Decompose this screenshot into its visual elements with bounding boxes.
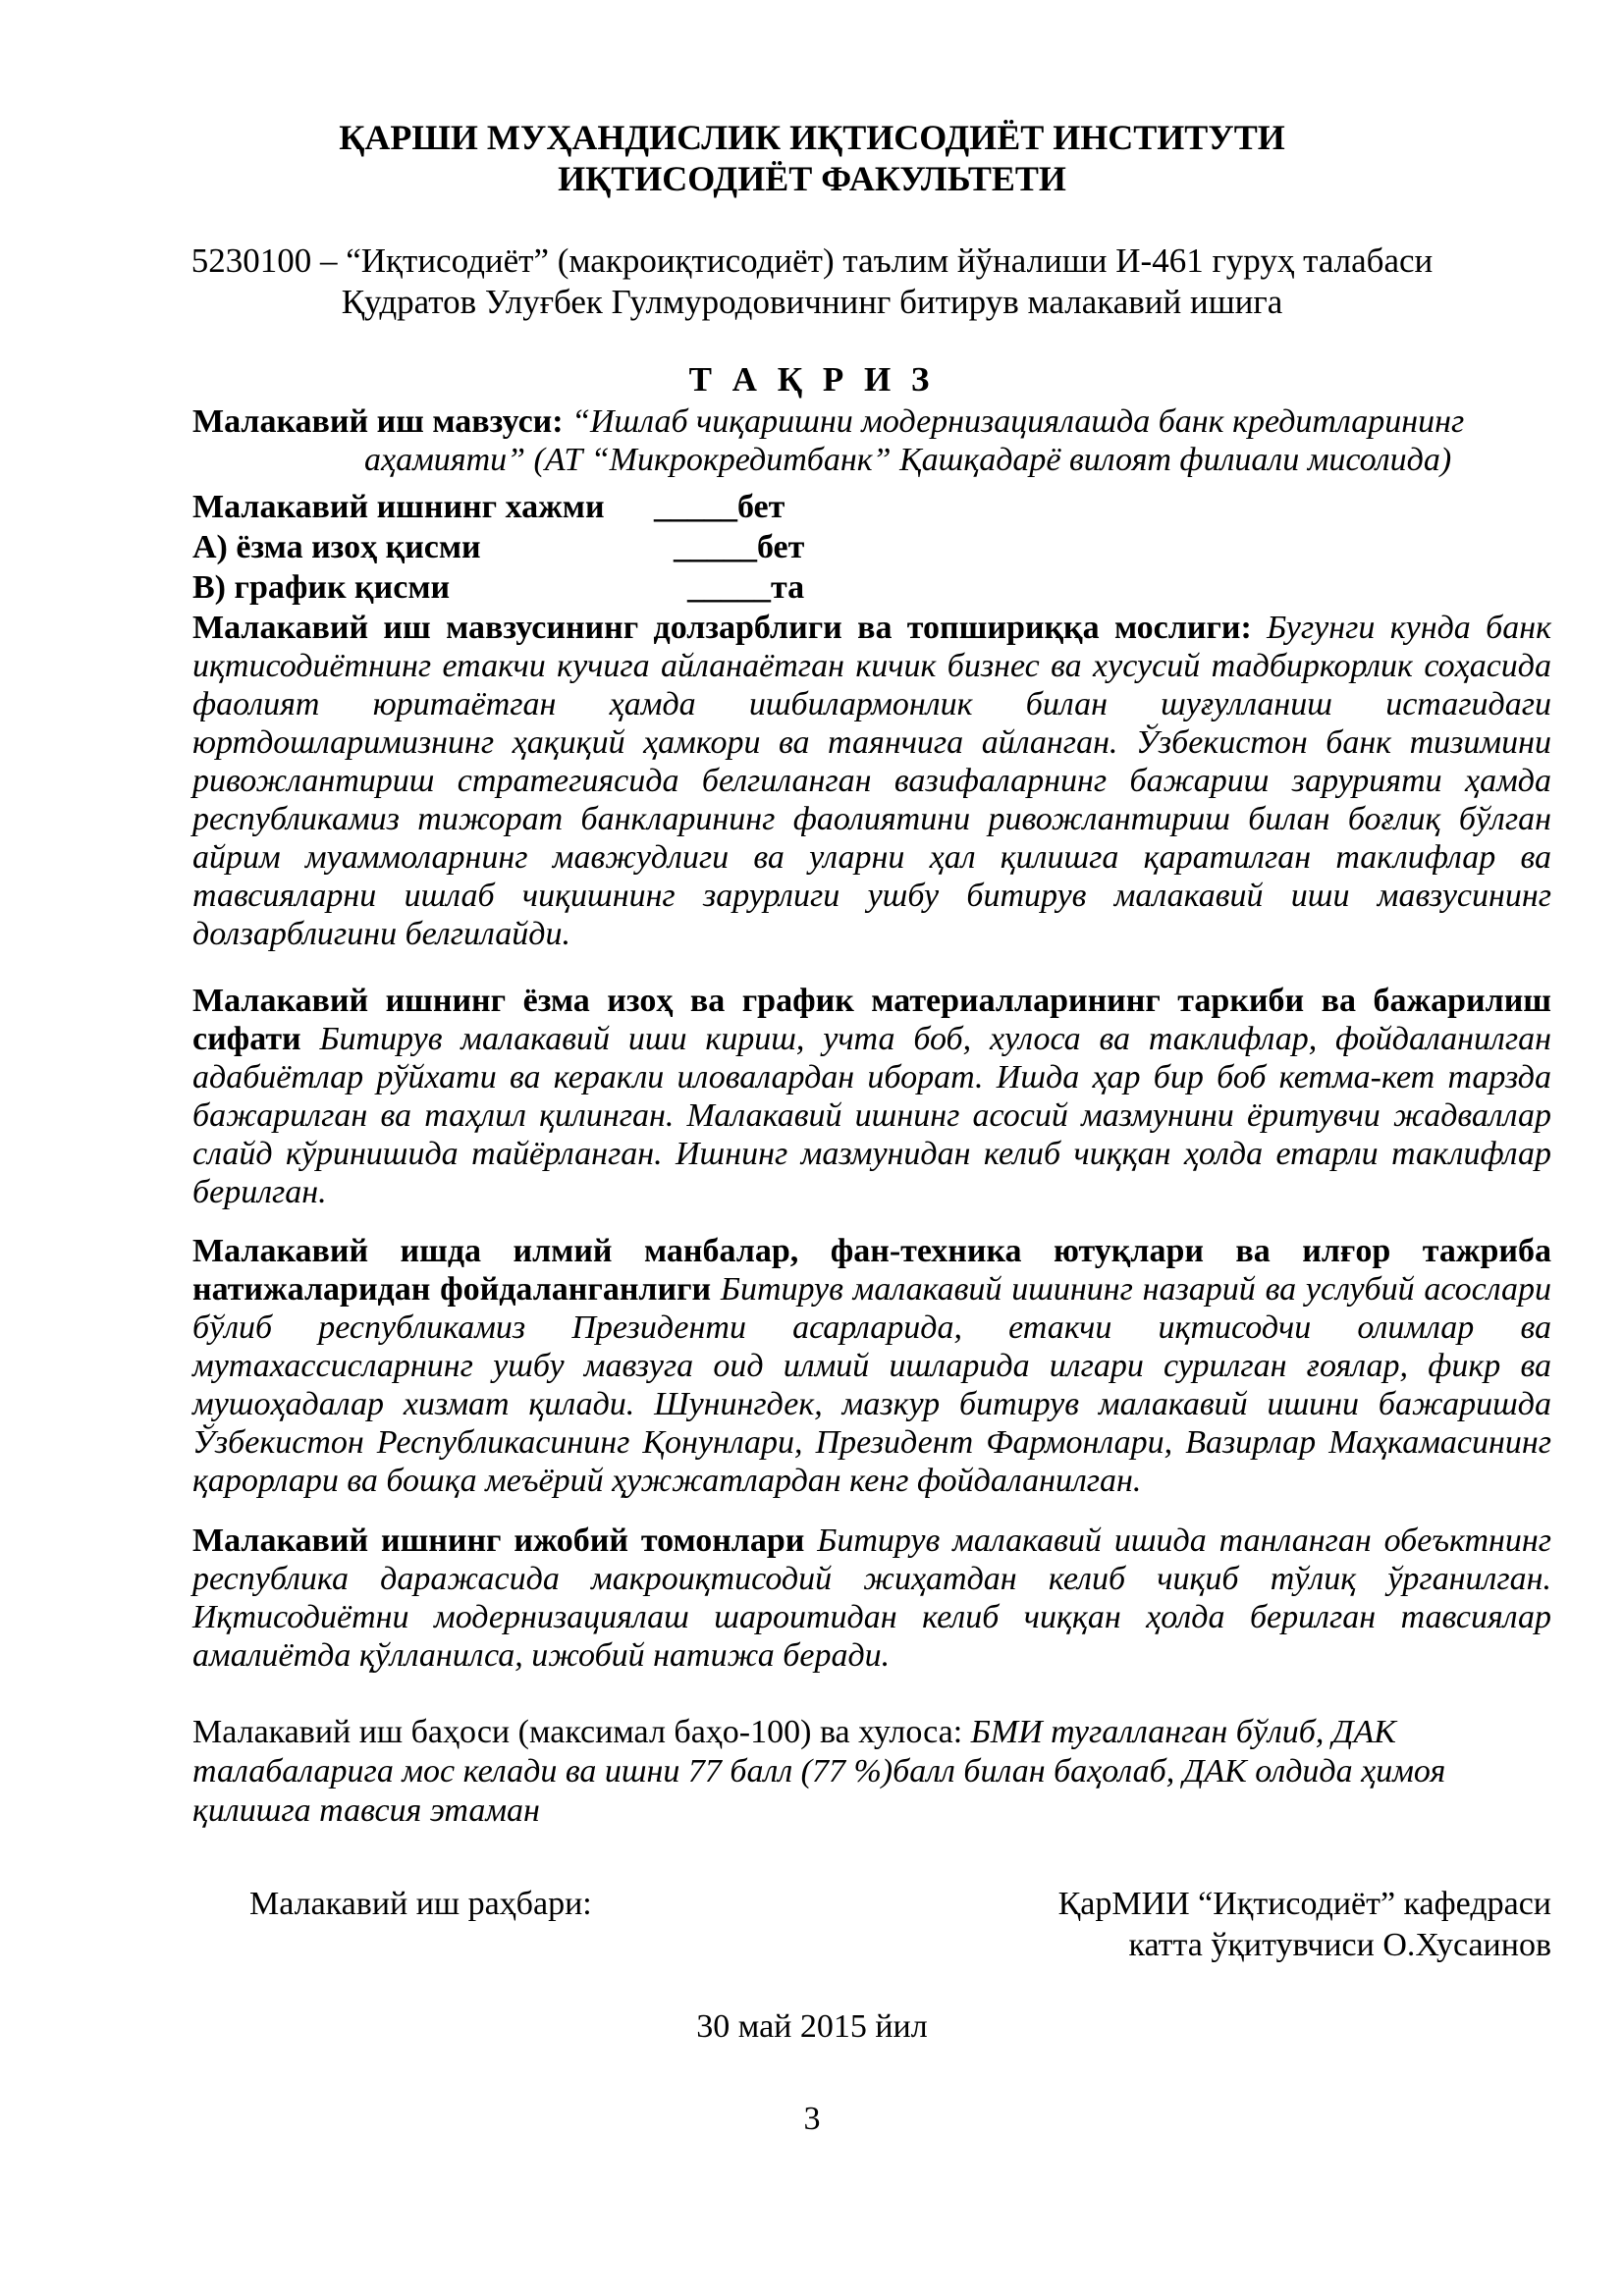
composition-text: Битирув малакавий иши кириш, учта боб, хулоса ва таклифлар, фойдаланилган адабиётлар рўйхати ва керакли иловалардан иборат. Ишда ҳар бир боб кетма-кет тарзда бажарилган ва таҳлил қилинган. Малакавий ишнинг асосий мазмунини ёритувчи жадваллар слайд кўринишида тайёрланган. Ишнинг мазмунидан келиб чиққан ҳолда етарли таклифлар берилган.: [192, 1021, 1552, 1210]
volume-written-label: А) ёзма изоҳ қисми: [192, 529, 481, 565]
student-name-line: Қудратов Улуғбек Гулмуродовичнинг битирув малакавий ишига: [341, 283, 1283, 321]
grade-text: БМИ тугалланган бўлиб, ДАК талабаларига мос келади ва ишни 77 балл (77 %)балл билан баҳолаб, ДАК олдида ҳимоя қилишга тавсия этаман: [192, 1714, 1446, 1829]
volume-graphic-label: В) график қисми: [192, 569, 451, 606]
department-line1: ҚарМИИ “Иқтисодиёт” кафедраси: [1057, 1886, 1551, 1922]
supervisor-label: Малакавий иш раҳбари:: [249, 1886, 592, 1922]
review-date: 30 май 2015 йил: [696, 2008, 928, 2045]
student-info-line: 5230100 – “Иқтисодиёт” (макроиқтисодиёт) таълим йўналиши И-461 гуруҳ талабаси: [190, 241, 1434, 280]
positive-label: Малакавий ишнинг ижобий томонлари: [192, 1522, 805, 1559]
relevance-section: [192, 609, 1551, 953]
faculty-title: ИҚТИСОДИЁТ ФАКУЛЬТЕТИ: [558, 159, 1066, 198]
sources-text: Битирув малакавий ишининг назарий ва услубий асослари бўлиб республикамиз Президенти асарларида, етакчи иқтисодчи олимлар ва мутахассисларнинг ушбу мавзуга оид илмий ишларида илгари сурилган ғоялар, фикр ва мушоҳадалар хизмат қилади. Шунингдек, мазкур битирув малакавий ишини бажаришда Ўзбекистон Республикасининг Қонунлари, Президент Фармонлари, Вазирлар Маҳкамасининг қарорлари ва бошқа меъёрий ҳужжатлардан кенг фойдаланилган.: [192, 1271, 1551, 1499]
volume-total-blank: _____бет: [654, 489, 785, 525]
topic-line1: “Ишлаб чиқаришни модернизациялашда банк кредитларининг: [571, 403, 1465, 440]
volume-written-blank: _____бет: [674, 529, 805, 565]
volume-total: [192, 488, 605, 526]
topic-line2: аҳамияти” (АТ “Микрокредитбанк” Қашқадарё вилоят филиали мисолида): [364, 442, 1452, 478]
positive-section: [192, 1522, 1551, 1675]
sources-label: Малакавий ишда илмий манбалар, фан-техника ютуқлари ва илғор тажриба натижаларидан фойдаланганлиги: [192, 1233, 1551, 1308]
volume-total-label: Малакавий ишнинг хажми: [192, 489, 605, 525]
positive-text: Битирув малакавий ишида танланган обеъктнинг республика даражасида макроиқтисодий жиҳатдан келиб чиқиб тўлиқ ўрганилган. Иқтисодиётни модернизациялаш шароитидан келиб чиққан ҳолда берилган тавсиялар амалиётда қўлланилса, ижобий натижа беради.: [192, 1522, 1551, 1674]
institute-title: ҚАРШИ МУҲАНДИСЛИК ИҚТИСОДИЁТ ИНСТИТУТИ: [339, 118, 1285, 157]
grade-section: [192, 1713, 1551, 1831]
review-title: Т А Қ Р И З: [688, 360, 936, 399]
composition-label: Малакавий ишнинг ёзма изоҳ ва график материалларининг таркиби ва бажарилиш сифати: [192, 983, 1551, 1057]
grade-label: Малакавий иш баҳоси (максимал баҳо-100) ва хулоса:: [192, 1714, 963, 1750]
topic-label: Малакавий иш мавзуси:: [192, 403, 564, 440]
relevance-label: Малакавий иш мавзусининг долзарблиги ва топшириққа мослиги:: [192, 610, 1252, 646]
sources-section: [192, 1232, 1551, 1500]
composition-section: [192, 982, 1551, 1211]
department-line2: катта ўқитувчиси О.Хусаинов: [1128, 1927, 1551, 1963]
volume-graphic-blank: _____та: [687, 569, 805, 606]
relevance-text: Бугунги кунда банк иқтисодиётнинг етакчи кучига айланаётган кичик бизнес ва хусусий тадбиркорлик соҳасида фаолият юритаётган ҳамда ишбилармонлик билан шуғулланиш истагидаги юртдошларимизнинг ҳақиқий ҳамкори ва таянчига айланган. Ўзбекистон банк тизимини ривожлантириш стратегиясида белгиланган вазифаларнинг бажариш зарурияти ҳамда республикамиз тижорат банкларининг фаолиятини ривожлантириш билан боғлиқ бўлган айрим муаммоларнинг мавжудлиги ва уларни ҳал қилишга қаратилган таклифлар ва тавсияларни ишлаб чиқишнинг зарурлиги ушбу битирув малакавий иши мавзусининг долзарблигини белгилайди.: [192, 610, 1552, 952]
page-number: 3: [803, 2101, 821, 2137]
topic-section: [192, 402, 1551, 479]
